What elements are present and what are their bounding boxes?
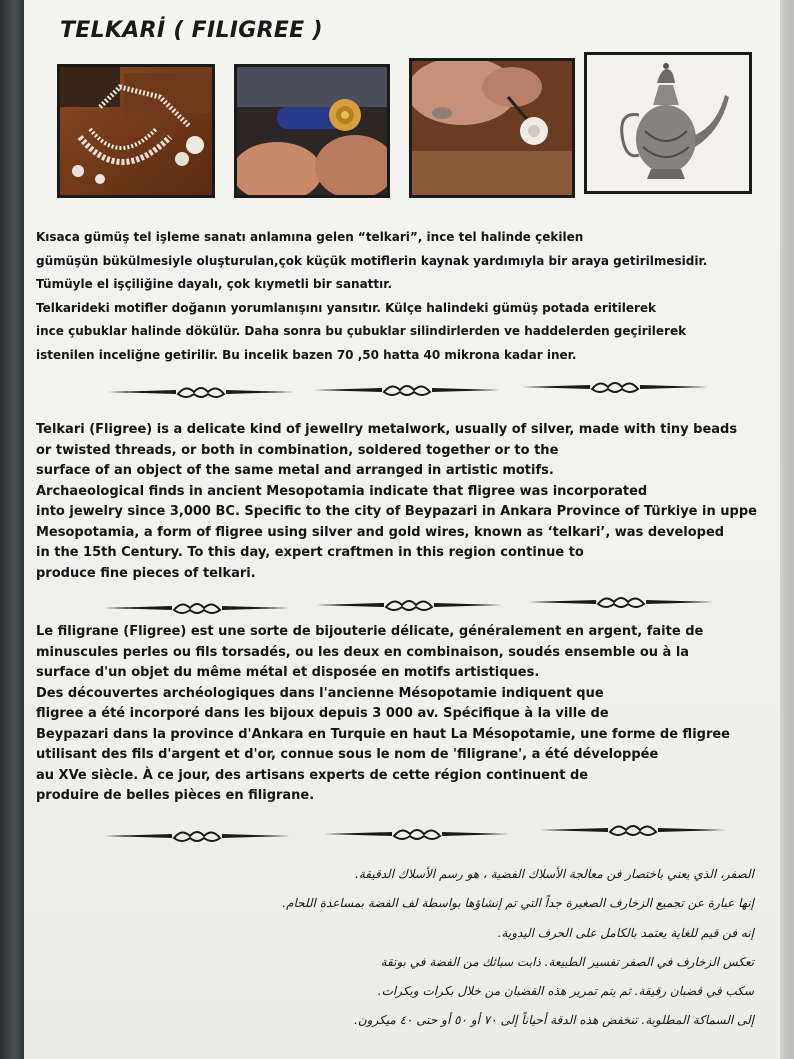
turkish-paragraph xyxy=(36,226,776,367)
arabic-line: إلى السماكة المطلوبة. تنخفض هذه الدقة أحياناً إلى ٧٠ أو ٥٠ أو حتى ٤٠ ميكرون. xyxy=(354,1013,754,1028)
french-line: Des découvertes archéologiques dans l'ancienne Mésopotamie indiquent que xyxy=(36,685,604,701)
jewelry-set-photo xyxy=(57,64,215,198)
turkish-line: ince çubuklar halinde dökülür. Daha sonra bu çubuklar silindirlerden ve haddelerden geçirilerek xyxy=(36,324,687,338)
ornament-divider xyxy=(520,377,710,397)
english-line: produce fine pieces of telkari. xyxy=(36,565,256,581)
english-line: Mesopotamia, a form of fligree using silver and gold wires, known as ‘telkari’, was developed xyxy=(36,524,725,540)
ornament-divider xyxy=(102,826,292,846)
arabic-line: سكب في قضبان رقيقة. ثم يتم تمرير هذه القضبان من خلال بكرات وبكرات. xyxy=(377,984,754,999)
ornament-divider xyxy=(538,820,728,840)
english-line: in the 15th Century. To this day, expert craftmen in this region continue to xyxy=(36,545,584,560)
french-line: minuscules perles ou fils torsadés, ou les deux en combinaison, soudés ensemble ou à la xyxy=(36,644,690,660)
french-line: au XVe siècle. À ce jour, des artisans experts de cette région continuent de xyxy=(36,767,589,783)
french-line: Le filigrane (Fligree) est une sorte de bijouterie délicate, généralement en argent, faite de xyxy=(36,624,704,639)
english-line: Archaeological finds in ancient Mesopotamia indicate that fligree was incorporated xyxy=(36,483,648,499)
english-line: into jewelry since 3,000 BC. Specific to the city of Beypazari in Ankara Province of Türkiye in uppe xyxy=(36,504,757,519)
french-line: fligree a été incorporé dans les bijoux depuis 3 000 av. Spécifique à la ville de xyxy=(36,706,609,721)
english-line: Telkari (Fligree) is a delicate kind of jewellry metalwork, usually of silver, made with tiny beads xyxy=(36,422,738,437)
arabic-paragraph xyxy=(24,860,754,1036)
ornament-divider xyxy=(312,380,502,400)
turkish-line: Telkarideki motifler doğanın yorumlanışını yansıtır. Külçe halindeki gümüş potada eritilerek xyxy=(36,300,657,315)
info-panel xyxy=(24,0,780,1059)
arabic-line: الصفر، الذي يعني باختصار فن معالجة الأسلاك الفضية ، هو رسم الأسلاك الدقيقة. xyxy=(355,867,754,881)
ornament-divider xyxy=(314,595,504,615)
arabic-line: إنها عبارة عن تجميع الزخارف الصغيرة جداً التي تم إنشاؤها بواسطة لف الفضة بمساعدة اللحام. xyxy=(282,896,754,911)
french-line: Beypazari dans la province d'Ankara en Turquie en haut La Mésopotamie, une forme de fligree xyxy=(36,726,730,742)
board-edge-left xyxy=(0,0,24,1059)
filigree-soldering-photo xyxy=(409,58,575,198)
arabic-line: تعكس الزخارف في الصفر تفسير الطبيعة. ذابت سبائك من الفضة في بوتقة xyxy=(380,954,754,969)
turkish-line: Tümüyle el işçiliğine dayalı, çok kıymetli bir sanattır. xyxy=(36,277,393,291)
english-line: or twisted threads, or both in combination, soldered together or to the xyxy=(36,442,559,458)
board-edge-right xyxy=(780,0,794,1059)
french-paragraph xyxy=(36,622,776,807)
french-line: produire de belles pièces en filigrane. xyxy=(36,788,315,803)
ornament-divider xyxy=(322,824,512,844)
page-title: TELKARİ ( FILIGREE ) xyxy=(60,18,323,43)
ornament-divider xyxy=(102,598,292,618)
ornament-divider xyxy=(526,592,716,612)
french-line: utilisant des fils d'argent et d'or, connue sous le nom de 'filigrane', a été développée xyxy=(36,747,659,762)
filigree-making-photo xyxy=(234,64,390,198)
english-line: surface of an object of the same metal and arranged in artistic motifs. xyxy=(36,463,554,478)
turkish-line: Kısaca gümüş tel işleme sanatı anlamına gelen “telkari”, ince tel halinde çekilen xyxy=(36,230,584,244)
french-line: surface d'un objet du même métal et disposée en motifs artistiques. xyxy=(36,665,540,680)
filigree-ewer-photo xyxy=(584,52,752,194)
arabic-line: إنه فن قيم للغاية يعتمد بالكامل على الحرف اليدوية. xyxy=(497,925,754,940)
turkish-line: istenilen inceliğne getirilir. Bu incelik bazen 70 ,50 hatta 40 mikrona kadar iner. xyxy=(36,347,577,362)
english-paragraph xyxy=(36,420,776,584)
ornament-divider xyxy=(106,382,296,402)
turkish-line: gümüşün bükülmesiyle oluşturulan,çok küçük motiflerin kaynak yardımıyla bir araya getirilmesidir. xyxy=(36,253,708,268)
